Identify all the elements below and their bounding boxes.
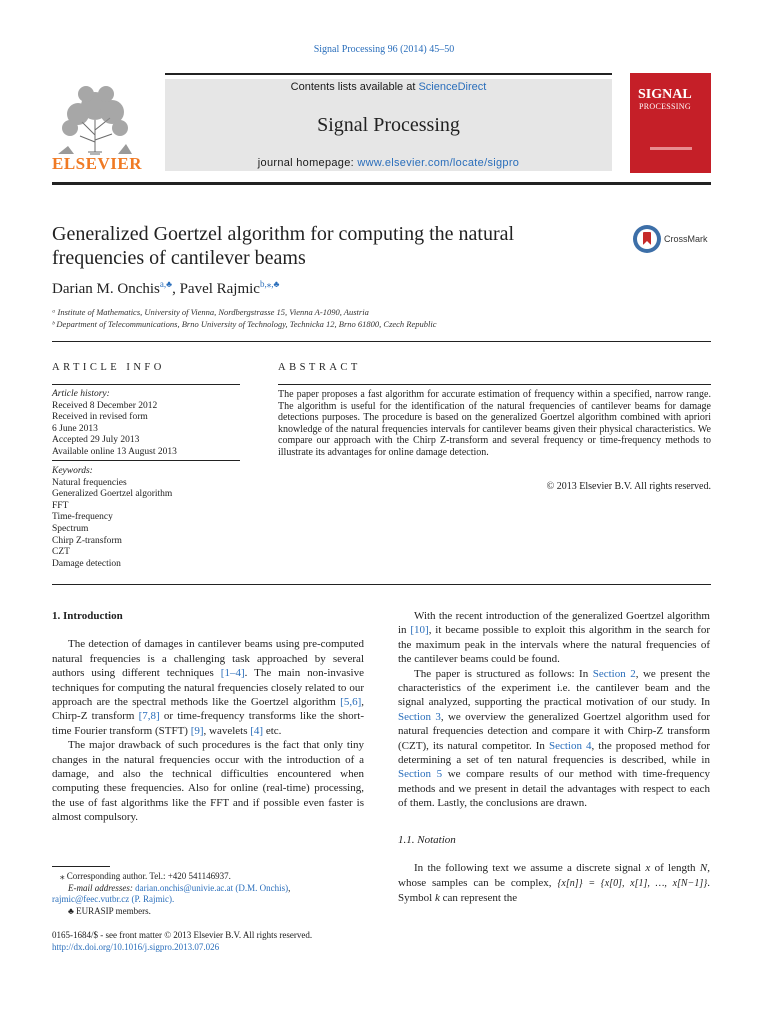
text-run: , Chirp-Z transform — [52, 696, 364, 723]
keyword-item: FFT — [52, 500, 69, 511]
body-column-left — [52, 609, 364, 825]
history-item: Received in revised form — [52, 412, 148, 423]
email-note — [52, 883, 372, 895]
text-run: of length — [650, 862, 700, 875]
journal-homepage — [165, 157, 612, 169]
eurasip-note: ♣ EURASIP members. — [68, 905, 151, 916]
subsection-notation-title: 1.1. Notation — [398, 833, 456, 846]
contents-prefix: Contents lists available at — [290, 81, 419, 93]
history-label: Article history: — [52, 389, 110, 399]
text-run: or time-frequency transforms like the short-time Fourier transform (STFT) — [52, 710, 364, 737]
crossmark-label: CrossMark — [664, 234, 708, 244]
reference-link[interactable]: [9] — [190, 724, 204, 737]
affiliation-a: ᵃ Institute of Mathematics, University of Vienna, Nordbergstrasse 15, Vienna A-1090, Austria — [52, 307, 369, 317]
intro-paragraph-3 — [398, 609, 710, 667]
corresponding-author-note: ⁎ Corresponding author. Tel.: +420 541146937. — [60, 871, 231, 881]
history-item: Available online 13 August 2013 — [52, 446, 177, 457]
footnotes — [52, 871, 372, 917]
text-run: , it became possible to exploit this algorithm in the search for the maximum peak in the intervals where the natural frequencies of the cantilever beams could be found. — [398, 624, 710, 666]
article-info-heading: ARTICLE INFO — [52, 362, 165, 373]
text-run: , we overview the generalized Goertzel algorithm used for natural frequencies detection and compare it with Chirp-Z transform (CZT), its natural competitor. In — [398, 710, 710, 752]
title-line-1: Generalized Goertzel algorithm for computing the natural — [52, 223, 515, 245]
history-item: Accepted 29 July 2013 — [52, 435, 140, 446]
math-signal-set: {x[n]} = {x[0], x[1], …, x[N−1]} — [557, 877, 708, 889]
abstract-copyright: © 2013 Elsevier B.V. All rights reserved. — [546, 481, 711, 492]
author-rajmic: Pavel Rajmic — [179, 281, 260, 297]
affiliation-b: ᵇ Department of Telecommunications, Brno University of Technology, Technicka 12, Brno 61800, Czech Republic — [52, 319, 437, 329]
body-column-right — [398, 609, 710, 905]
cover-band — [650, 147, 692, 150]
section-1-title: 1. Introduction — [52, 610, 123, 622]
journal-cover[interactable] — [630, 73, 711, 173]
reference-link[interactable]: [1–4] — [220, 667, 245, 680]
keywords — [52, 466, 242, 570]
section-link[interactable]: Section 3 — [398, 710, 441, 723]
notation-paragraph — [398, 861, 710, 905]
section-link[interactable]: Section 5 — [398, 768, 443, 781]
keyword-item: CZT — [52, 547, 70, 558]
text-run: can represent the — [439, 891, 518, 904]
intro-paragraph-2: The major drawback of such procedures is the fact that only tiny changes in the natural frequencies occur with the introduction of a damage, and also the technical difficulties encountered when computing these frequencies. Also for online (real-time) processing, the use of fast algorithms like the FFT and if possible even faster is almost compulsory. — [52, 739, 364, 824]
abstract-text: The paper proposes a fast algorithm for accurate estimation of frequency within a specified, narrow range. The algorithm is useful for the identification of the natural frequencies of cantilever beams for damage detections purposes. The procedure is based on the generalized Goertzel algorithm combined with apriori knowledge of the natural frequencies intervals for cantilever beams given their physical characteristics. We compare our approach with the Chirp Z-transform and several frequency or time-frequency methods to illustrate its advantages for online damage detection. — [278, 389, 711, 458]
journal-citation[interactable]: Signal Processing 96 (2014) 45–50 — [313, 44, 455, 55]
article-history — [52, 389, 242, 459]
section-link[interactable]: Section 4 — [548, 739, 592, 752]
email-link-rajmic[interactable]: rajmic@feec.vutbr.cz (P. Rajmic). — [52, 894, 175, 904]
front-matter — [52, 930, 382, 953]
math-x: x — [645, 862, 651, 875]
keyword-item: Spectrum — [52, 523, 89, 534]
reference-link[interactable]: [10] — [410, 624, 429, 637]
email-link-onchis[interactable]: darian.onchis@univie.ac.at (D.M. Onchis) — [135, 882, 289, 893]
text-run: With the recent introduction of the generalized Goertzel algorithm in — [398, 610, 710, 637]
math-n: N — [699, 862, 708, 875]
keyword-item: Damage detection — [52, 558, 121, 569]
article-info-rule — [52, 384, 240, 385]
cover-subtitle: PROCESSING — [639, 102, 691, 111]
paper-title — [52, 222, 597, 270]
author-list — [52, 279, 279, 298]
text-run: , wavelets — [203, 724, 251, 737]
text-run: . The main non-invasive techniques for computing the natural frequencies closely related to our approach are the spectral methods like the Goertzel algorithm — [52, 667, 364, 709]
email-label: E-mail addresses: — [68, 882, 136, 893]
keyword-item: Generalized Goertzel algorithm — [52, 489, 173, 500]
section-link[interactable]: Section 2 — [592, 667, 636, 680]
abstract-rule — [278, 384, 711, 385]
history-rule — [52, 460, 240, 461]
text-run: In the following text we assume a discrete signal — [414, 862, 646, 875]
journal-title: Signal Processing — [317, 114, 460, 136]
history-item: Received 8 December 2012 — [52, 400, 158, 411]
crossmark-badge[interactable] — [632, 224, 712, 256]
history-item: 6 June 2013 — [52, 423, 98, 434]
math-k: k — [434, 891, 440, 904]
text-run: etc. — [263, 724, 282, 737]
keywords-label: Keywords: — [52, 466, 93, 476]
keyword-item: Time-frequency — [52, 512, 113, 523]
text-run: , the proposed method for determining a set of ten natural frequencies is described, while in — [398, 739, 710, 767]
reference-link[interactable]: [5,6] — [340, 696, 362, 709]
abstract-heading: ABSTRACT — [278, 362, 361, 373]
header-bottom-rule — [52, 182, 711, 185]
elsevier-wordmark: ELSEVIER — [52, 154, 142, 173]
text-run: , we present the characteristics of the experiment i.e. the cantilever beam and the signal analyzed, supporting the practical motivation of our study. In — [398, 667, 711, 709]
title-line-2: frequencies of cantilever beams — [52, 247, 306, 269]
issn-line: 0165-1684/$ - see front matter © 2013 Elsevier B.V. All rights reserved. — [52, 930, 313, 940]
footnote-rule — [52, 866, 110, 867]
author-onchis-marks[interactable]: a,♣ — [159, 279, 173, 289]
keyword-item: Natural frequencies — [52, 477, 127, 488]
front-block-rule — [52, 584, 711, 585]
keyword-item: Chirp Z-transform — [52, 535, 122, 546]
author-onchis: Darian M. Onchis — [52, 281, 160, 297]
reference-link[interactable]: [4] — [250, 724, 264, 737]
intro-paragraph-1 — [52, 637, 364, 738]
text-run: The detection of damages in cantilever beams using pre-computed natural frequencies is a challenging task approached by several authors using different techniques — [52, 638, 364, 680]
homepage-prefix: journal homepage: — [257, 157, 358, 169]
intro-paragraph-4 — [398, 667, 710, 811]
reference-link[interactable]: [7,8] — [138, 710, 160, 723]
author-rajmic-marks[interactable]: b,⁎,♣ — [259, 279, 280, 289]
cover-title: SIGNAL — [638, 87, 692, 102]
text-run: . Symbol — [398, 876, 710, 904]
title-block-rule — [52, 341, 711, 342]
sciencedirect-link[interactable]: ScienceDirect — [418, 81, 487, 93]
contents-line — [165, 81, 612, 93]
header-top-rule — [165, 73, 612, 75]
doi-link[interactable]: http://dx.doi.org/10.1016/j.sigpro.2013.07.026 — [52, 941, 220, 952]
homepage-link[interactable]: www.elsevier.com/locate/sigpro — [357, 157, 520, 169]
text-run: we compare results of our method with time-frequency methods and we present in detail the advantages with respect to each of them. Lastly, the conclusions are drawn. — [398, 768, 710, 810]
author-separator: , — [172, 281, 180, 297]
email-separator: , — [288, 882, 291, 893]
crossmark-icon — [632, 224, 662, 254]
text-run: The paper is structured as follows: In — [414, 667, 593, 680]
email-note-cont — [52, 894, 372, 906]
text-run: , whose samples can be complex, — [398, 862, 710, 889]
